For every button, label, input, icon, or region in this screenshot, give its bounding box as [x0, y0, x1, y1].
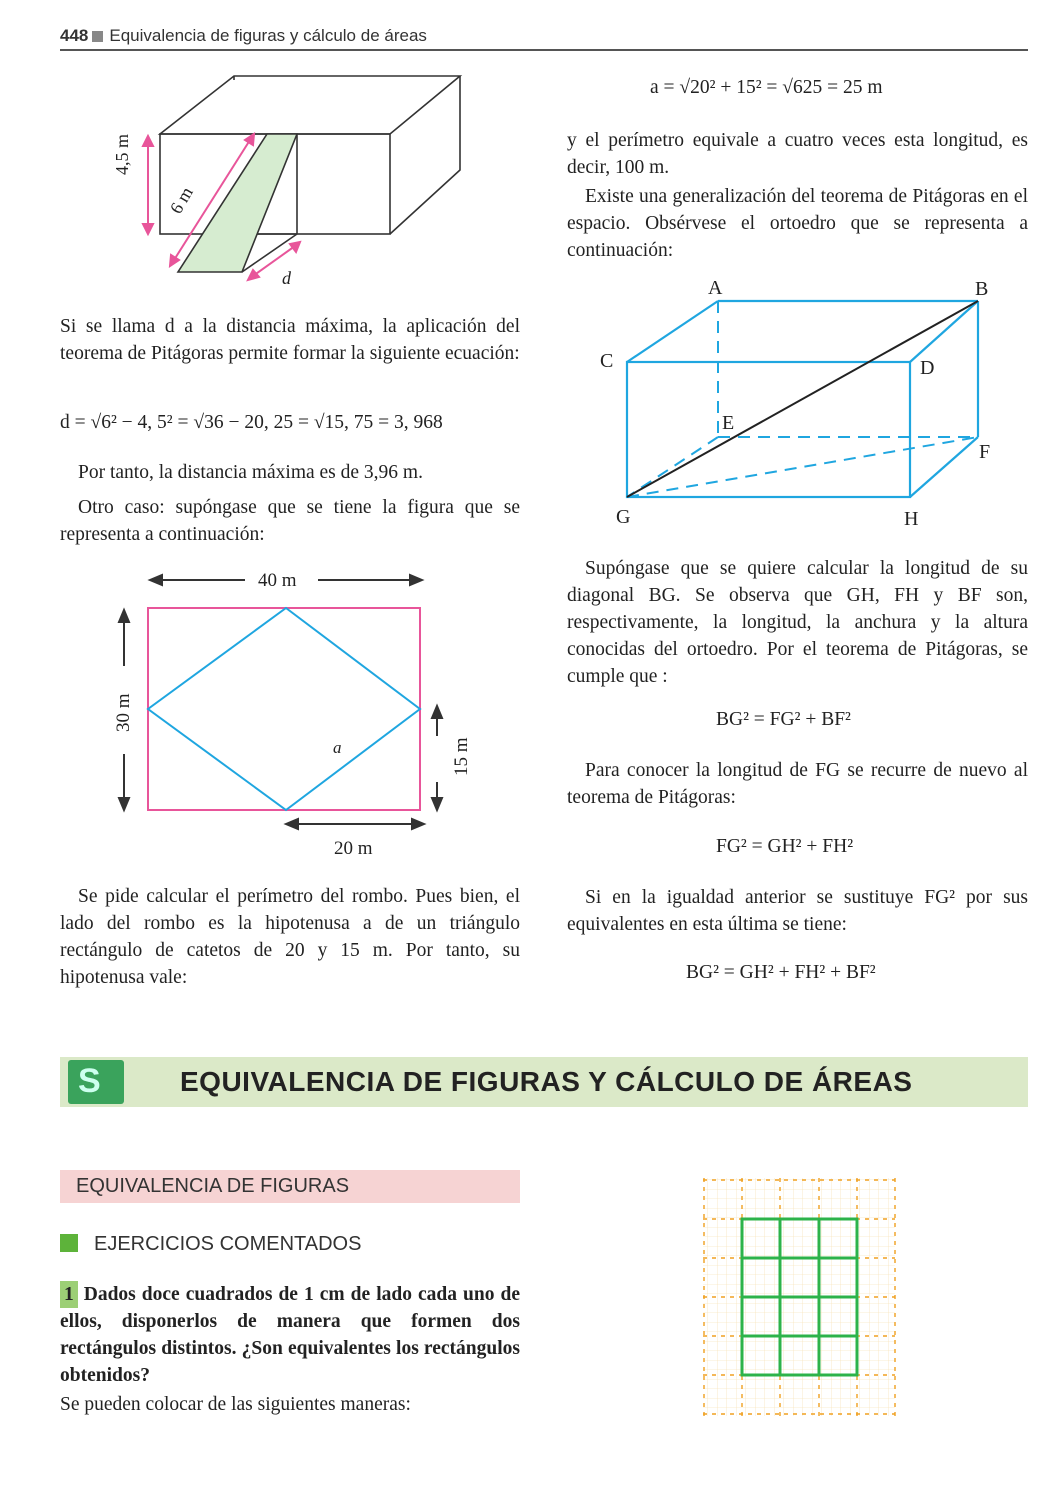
subsection-bar: [60, 1170, 520, 1203]
label-g: G: [616, 506, 631, 528]
label-d: D: [920, 357, 935, 379]
exercise-number: 1: [60, 1281, 78, 1308]
exercise-text: Dados doce cuadrados de 1 cm de lado cada uno de ellos, disponerlos de manera que formen dos rectángulos distintos. ¿Son equivalentes los rectángulos obtenidos?: [60, 1284, 520, 1386]
square-bullet-icon: [92, 31, 103, 42]
grid-figure: [698, 1170, 902, 1420]
fig1-d-label: d: [282, 268, 291, 288]
header-rule: [60, 49, 1028, 51]
fig2-bottom-label: 20 m: [334, 838, 373, 859]
left-para-2: Por tanto, la distancia máxima es de 3,96 m.: [78, 462, 423, 483]
exercise-1: [60, 1281, 520, 1389]
subsection-title: EQUIVALENCIA DE FIGURAS: [76, 1175, 350, 1197]
rhombus-figure: [110, 566, 450, 856]
running-header: [60, 26, 427, 46]
fig1-diag-label: 6 m: [165, 183, 197, 218]
fig2-right-label: 15 m: [451, 737, 472, 776]
left-eq-1: d = √6² − 4, 5² = √36 − 20, 25 = √15, 75 = 3, 968: [60, 412, 443, 433]
label-a: A: [708, 277, 723, 299]
fig2-top-label: 40 m: [258, 570, 297, 591]
label-c: C: [600, 350, 614, 372]
right-para-3: Supóngase que se quiere calcular la longitud de su diagonal BG. Se observa que GH, FH y BF son, respectivamente, la longitud, la anchura y la altura conocidas del ortoedro. Por el teorema de Pitágoras, se cumple que :: [567, 558, 1028, 687]
box-ramp-figure: [110, 70, 490, 300]
label-f: F: [979, 441, 991, 463]
right-para-4: Para conocer la longitud de FG se recurre de nuevo al teorema de Pitágoras:: [567, 760, 1028, 808]
right-eq-2: BG² = FG² + BF²: [716, 709, 851, 730]
section-title: EQUIVALENCIA DE FIGURAS Y CÁLCULO DE ÁREAS: [180, 1066, 913, 1097]
ramp-shape: [178, 134, 297, 272]
right-eq-4: BG² = GH² + FH² + BF²: [686, 962, 876, 983]
left-para-4: Se pide calcular el perímetro del rombo. Pues bien, el lado del rombo es la hipotenusa a de un triángulo rectángulo de catetos de 20 y 15 m. Por tanto, su hipotenusa vale:: [60, 886, 520, 988]
exercises-heading-label: EJERCICIOS COMENTADOS: [94, 1233, 362, 1255]
left-para-3: Otro caso: supóngase que se tiene la figura que se representa a continuación:: [60, 497, 520, 545]
right-para-2: Existe una generalización del teorema de Pitágoras en el espacio. Obsérvese el ortoedro que se representa a continuación:: [567, 186, 1028, 261]
rhombus: [148, 608, 420, 810]
label-e: E: [722, 412, 735, 434]
fig1-height-label: 4,5 m: [112, 133, 132, 175]
logo-icon: S: [68, 1060, 124, 1104]
right-para-5: Si en la igualdad anterior se sustituye FG² por sus equivalentes en esta última se tiene:: [567, 887, 1028, 935]
fig2-a-label: a: [333, 738, 342, 757]
page-number: 448: [60, 26, 89, 45]
left-para-1: Si se llama d a la distancia máxima, la aplicación del teorema de Pitágoras permite formar la siguiente ecuación:: [60, 316, 520, 364]
exercises-heading: [60, 1233, 361, 1256]
diagonal-bg: [627, 301, 978, 497]
header-title: Equivalencia de figuras y cálculo de áreas: [109, 26, 427, 45]
right-para-1: y el perímetro equivale a cuatro veces esta longitud, es decir, 100 m.: [567, 130, 1028, 178]
right-eq-3: FG² = GH² + FH²: [716, 836, 854, 857]
label-h: H: [904, 508, 919, 530]
label-b: B: [975, 278, 989, 300]
right-eq-a: a = √20² + 15² = √625 = 25 m: [650, 77, 883, 98]
cuboid-figure: [590, 275, 1010, 535]
outer-rectangle: [148, 608, 420, 810]
fig2-left-label: 30 m: [113, 693, 134, 732]
answer-text: Se pueden colocar de las siguientes maneras:: [60, 1394, 411, 1415]
green-square-icon: [60, 1234, 78, 1252]
